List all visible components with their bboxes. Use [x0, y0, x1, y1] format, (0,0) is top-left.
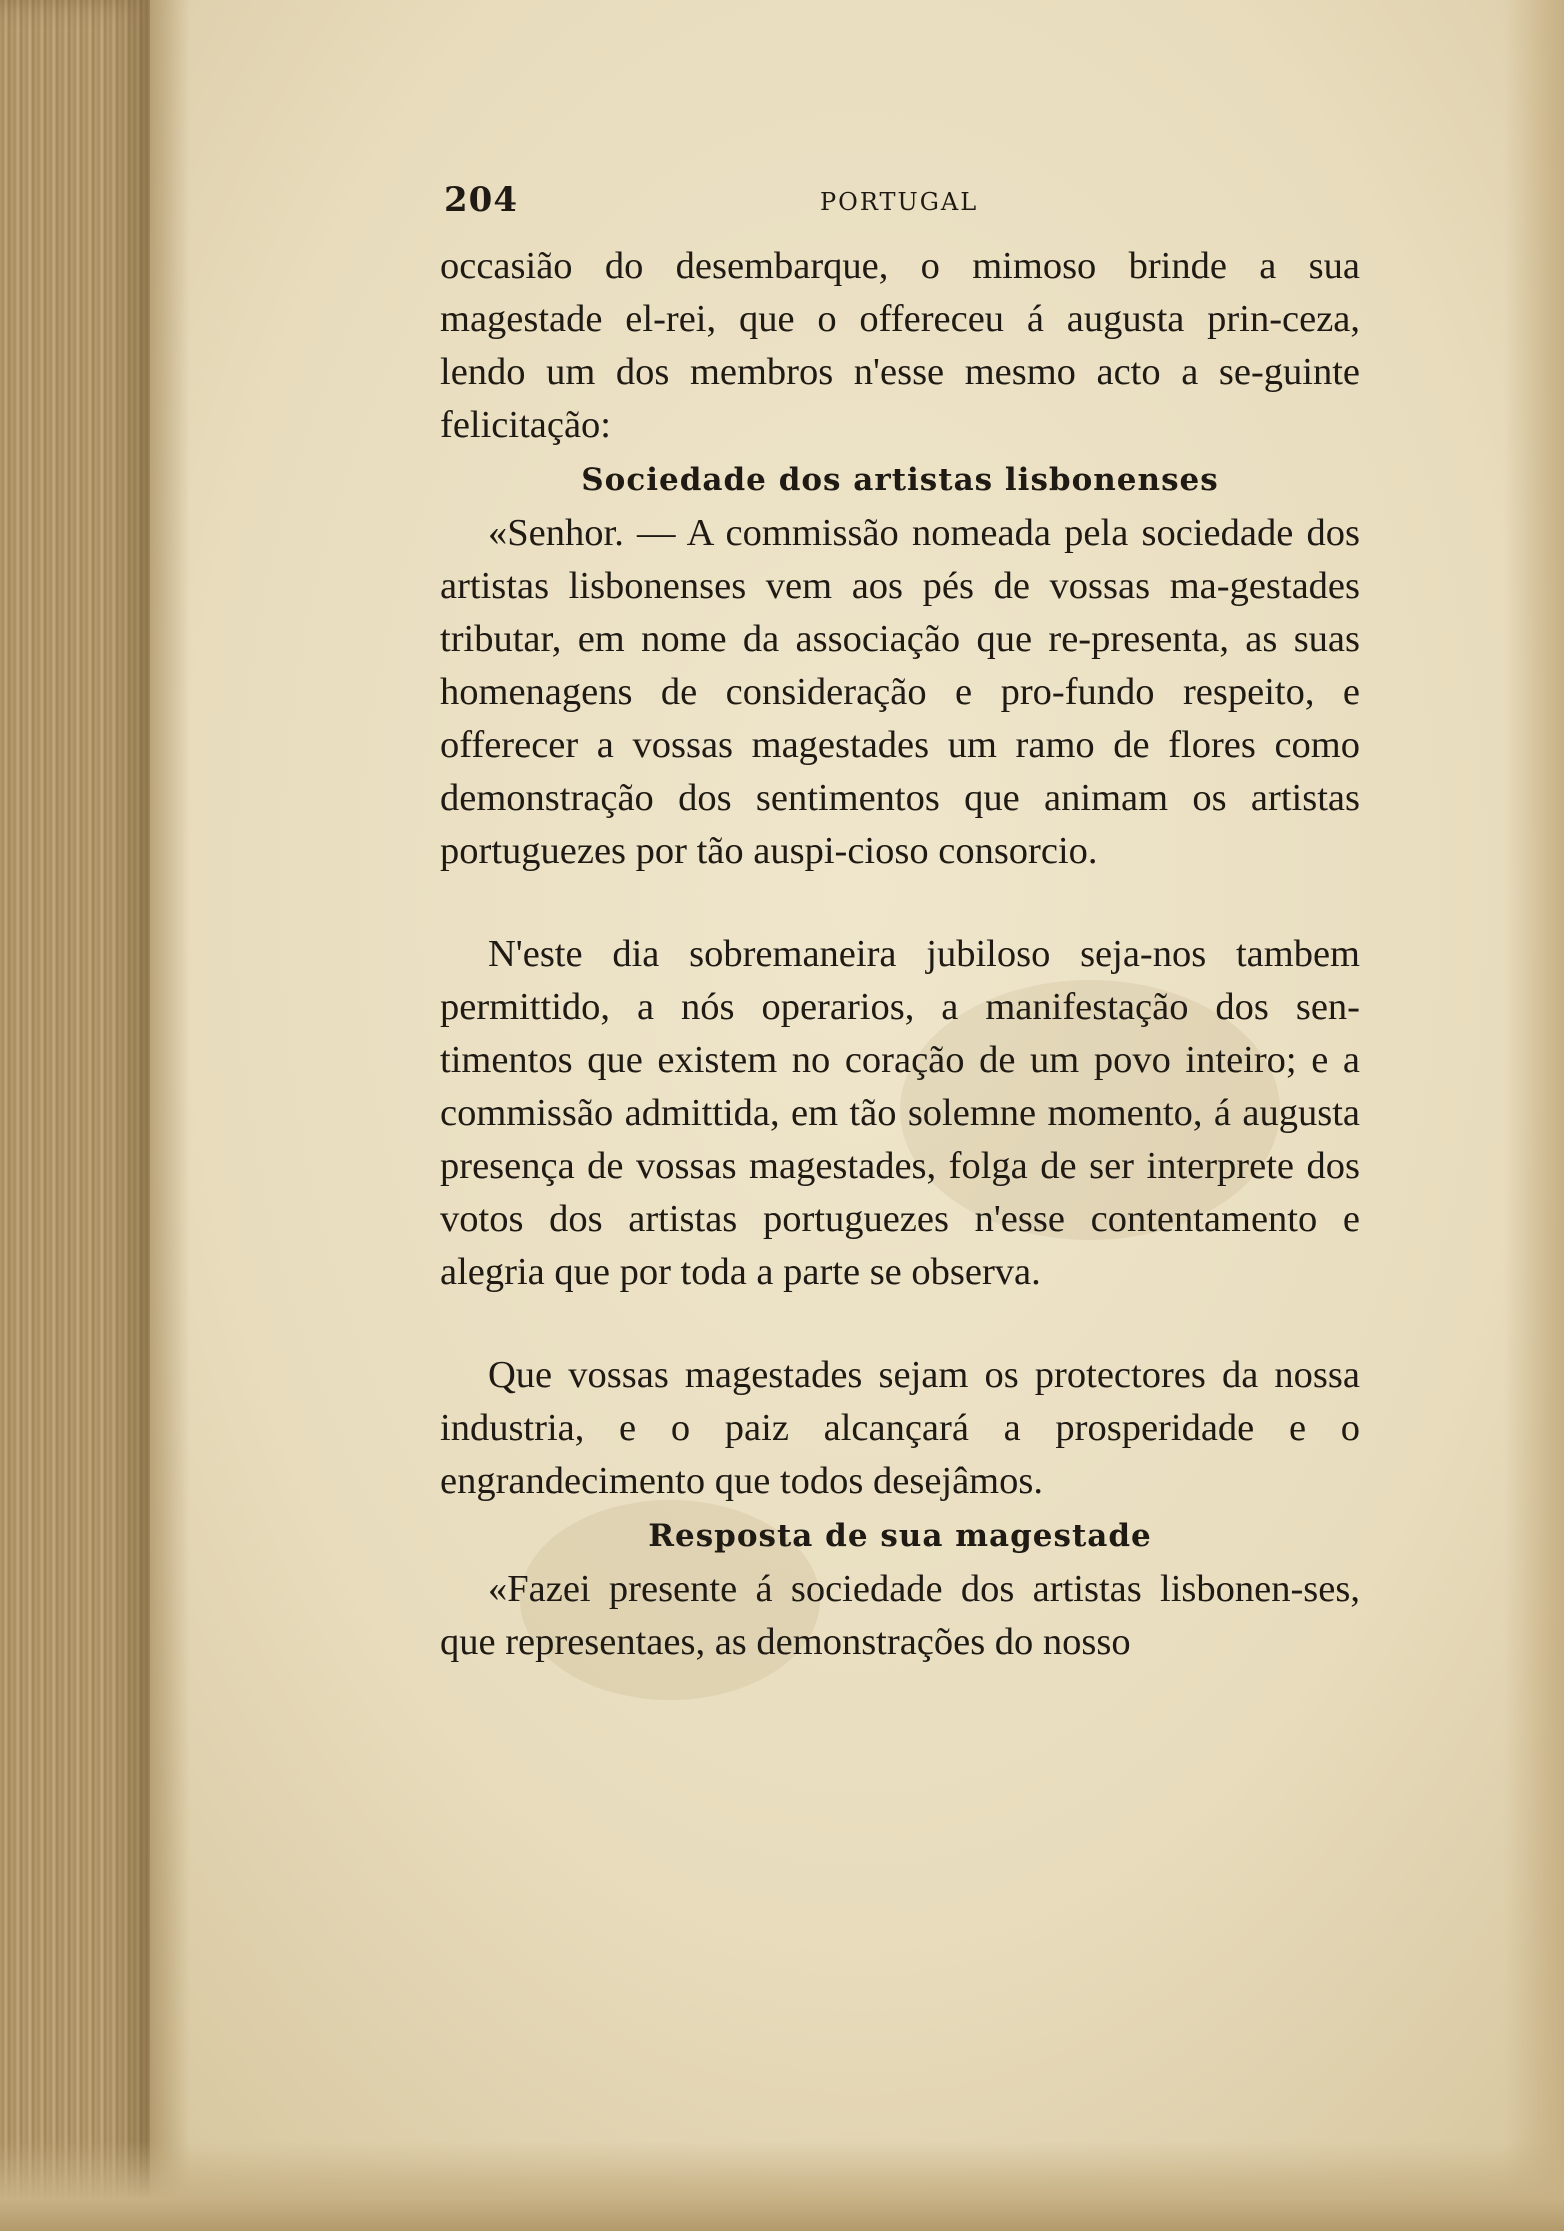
running-title: PORTUGAL	[820, 188, 979, 216]
page-bottom-edge	[0, 2141, 1564, 2231]
paragraph-4: Que vossas magestades sejam os protectores da nossa industria, e o paiz alcançará a prosperidade e o engrandecimento que todos desejâmos.	[440, 1354, 1360, 1502]
text-block	[440, 180, 1360, 1669]
paragraph-5: «Fazei presente á sociedade dos artistas lisbonen-ses, que representaes, as demonstrações do nosso	[440, 1568, 1360, 1663]
paragraph-3: N'este dia sobremaneira jubiloso seja-nos tambem permittido, a nós operarios, a manifestação dos sen-timentos que existem no coração de um povo inteiro; e a commissão admittida, em tão solemne momento, á augusta presença de vossas magestades, folga de ser interprete dos votos dos artistas portuguezes n'esse contentamento e alegria que por toda a parte se observa.	[440, 933, 1360, 1293]
page-binding-edge	[0, 0, 150, 2231]
binding-shadow	[150, 0, 190, 2231]
page-right-edge	[1504, 0, 1564, 2231]
section-heading-resposta: Resposta de sua magestade	[648, 1518, 1152, 1554]
paragraph-2: «Senhor. — A commissão nomeada pela sociedade dos artistas lisbonenses vem aos pés de vossas ma-gestades tributar, em nome da associação que re-presenta, as suas homenagens de consideração e pro-fundo respeito, e offerecer a vossas magestades um ramo de flores como demonstração dos sentimentos que animam os artistas portuguezes por tão auspi-cioso consorcio.	[440, 512, 1360, 872]
page-header	[440, 180, 1360, 240]
section-heading-sociedade: Sociedade dos artistas lisbonenses	[581, 462, 1219, 498]
page-number: 204	[444, 180, 518, 220]
paragraph-1: occasião do desembarque, o mimoso brinde a sua magestade el-rei, que o offereceu á augusta prin-ceza, lendo um dos membros n'esse mesmo acto a se-guinte felicitação:	[440, 245, 1360, 446]
